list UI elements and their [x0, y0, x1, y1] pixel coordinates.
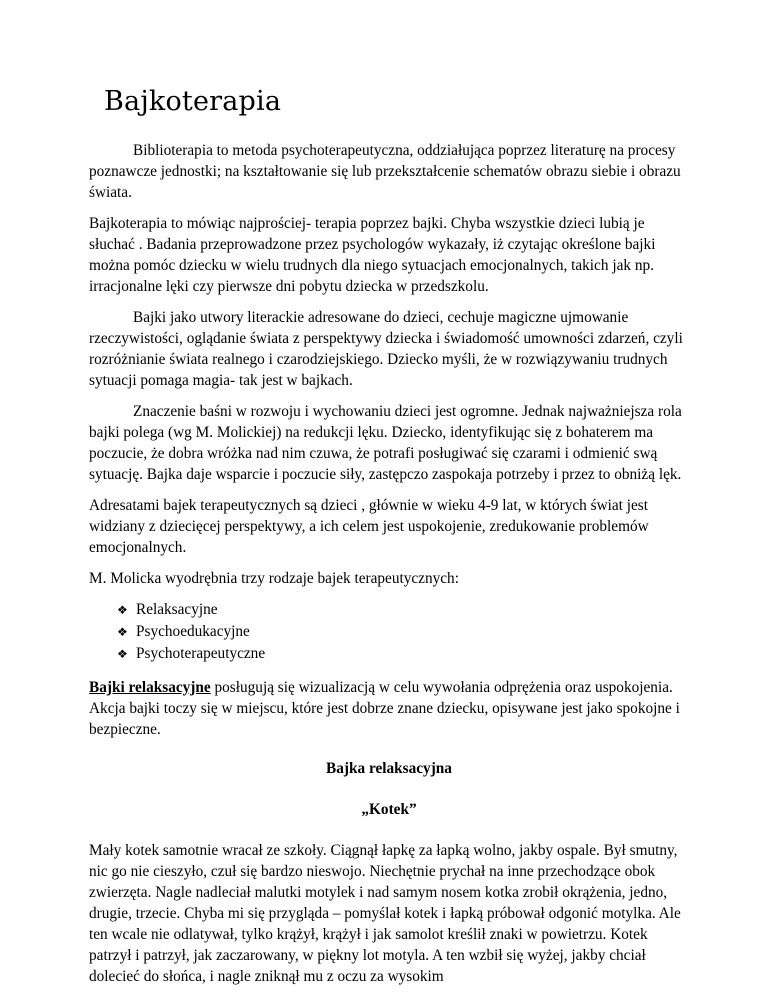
story-title: „Kotek” [361, 801, 417, 818]
paragraph-bajki-utwory: Bajki jako utwory literackie adresowane do dzieci, cechuje magiczne ujmowanie rzeczywistości, oglądanie świata z perspektywy dziecka i świadomość umowności zdarzeń, czyli rozróżnianie świata realnego i czarodziejskiego. Dziecko myśli, że w rozwiązywaniu trudnych sytuacji pomaga magia- tak jest w bajkach. [89, 309, 683, 389]
bajki-relaksacyjne-term: Bajki relaksacyjne [89, 679, 211, 696]
list-item [117, 599, 689, 621]
list-item-label: Psychoedukacyjne [136, 623, 250, 640]
paragraph-bajki-relaksacyjne [89, 677, 689, 740]
list-item-label: Psychoterapeutyczne [136, 645, 266, 662]
paragraph-znaczenie-basni: Znaczenie baśni w rozwoju i wychowaniu dzieci jest ogromne. Jednak najważniejsza rola bajki polega (wg M. Molickiej) na redukcji lęku. Dziecko, identyfikując się z bohaterem ma poczucie, że dobra wróżka nad nim czuwa, że potrafi posługiwać się czarami i odmienić swą sytuację. Bajka daje wsparcie i poczucie siły, zastępczo zaspokaja potrzeby i przez to obniżą lęk. [89, 403, 682, 483]
list-item-label: Relaksacyjne [136, 601, 218, 618]
diamond-bullet-icon: ❖ [117, 625, 128, 639]
paragraph-bajkoterapia: Bajkoterapia to mówiąc najprościej- terapia poprzez bajki. Chyba wszystkie dzieci lubią je słuchać . Badania przeprowadzone przez psychologów wykazały, iż czytając określone bajki można pomóc dziecku w wielu trudnych dla niego sytuacjach emocjonalnych, takich jak np. irracjonalne lęki czy pierwsze dni pobytu dziecka w przedszkolu. [89, 215, 656, 295]
story-heading: Bajka relaksacyjna [326, 760, 452, 777]
paragraph-adresaci: Adresatami bajek terapeutycznych są dzieci , głównie w wieku 4-9 lat, w których świat jest widziany z dziecięcej perspektywy, a ich celem jest uspokojenie, zredukowanie problemów emocjonalnych. [89, 497, 649, 556]
paragraph-kotek-story: Mały kotek samotnie wracał ze szkoły. Ciągnął łapkę za łapką wolno, jakby ospale. Był smutny, nic go nie cieszyło, czuł się bardzo nieswojo. Niechętnie prychał na inne przechodzące obok zwierzęta. Nagle nadleciał malutki motylek i nad samym nosem kotka zrobił okrążenia, jedno, drugie, trzecie. Chyba mi się przygląda – pomyślał kotek i łapką próbował odgonić motylka. Ale ten wcale nie odlatywał, tylko krążył, krążył i jak samolot kreślił znaki w powietrzu. Kotek patrzył i patrzył, jak zaczarowany, w piękny lot motyla. A ten wzbił się wyżej, jakby chciał dolecieć do słońca, i nagle zniknął mu z oczu za wysokim [89, 842, 681, 985]
document-body [89, 140, 689, 997]
paragraph-biblioterapia: Biblioterapia to metoda psychoterapeutyczna, oddziałująca poprzez literaturę na procesy poznawcze jednostki; na kształtowanie się lub przekształcenie schematów obrazu siebie i obrazu świata. [89, 142, 681, 201]
list-item [117, 621, 689, 643]
diamond-bullet-icon: ❖ [117, 603, 128, 617]
list-item [117, 643, 689, 665]
bullet-list [89, 599, 689, 665]
document-title: Bajkoterapia [104, 86, 282, 117]
bajki-relaksacyjne-text: posługują się wizualizacją w celu wywołania odprężenia oraz uspokojenia. Akcja bajki toczy się w miejscu, które jest dobrze znane dziecku, opisywane jest jako spokojne i bezpieczne. [89, 679, 680, 738]
diamond-bullet-icon: ❖ [117, 647, 128, 661]
paragraph-rodzaje-intro: M. Molicka wyodrębnia trzy rodzaje bajek terapeutycznych: [89, 570, 459, 587]
